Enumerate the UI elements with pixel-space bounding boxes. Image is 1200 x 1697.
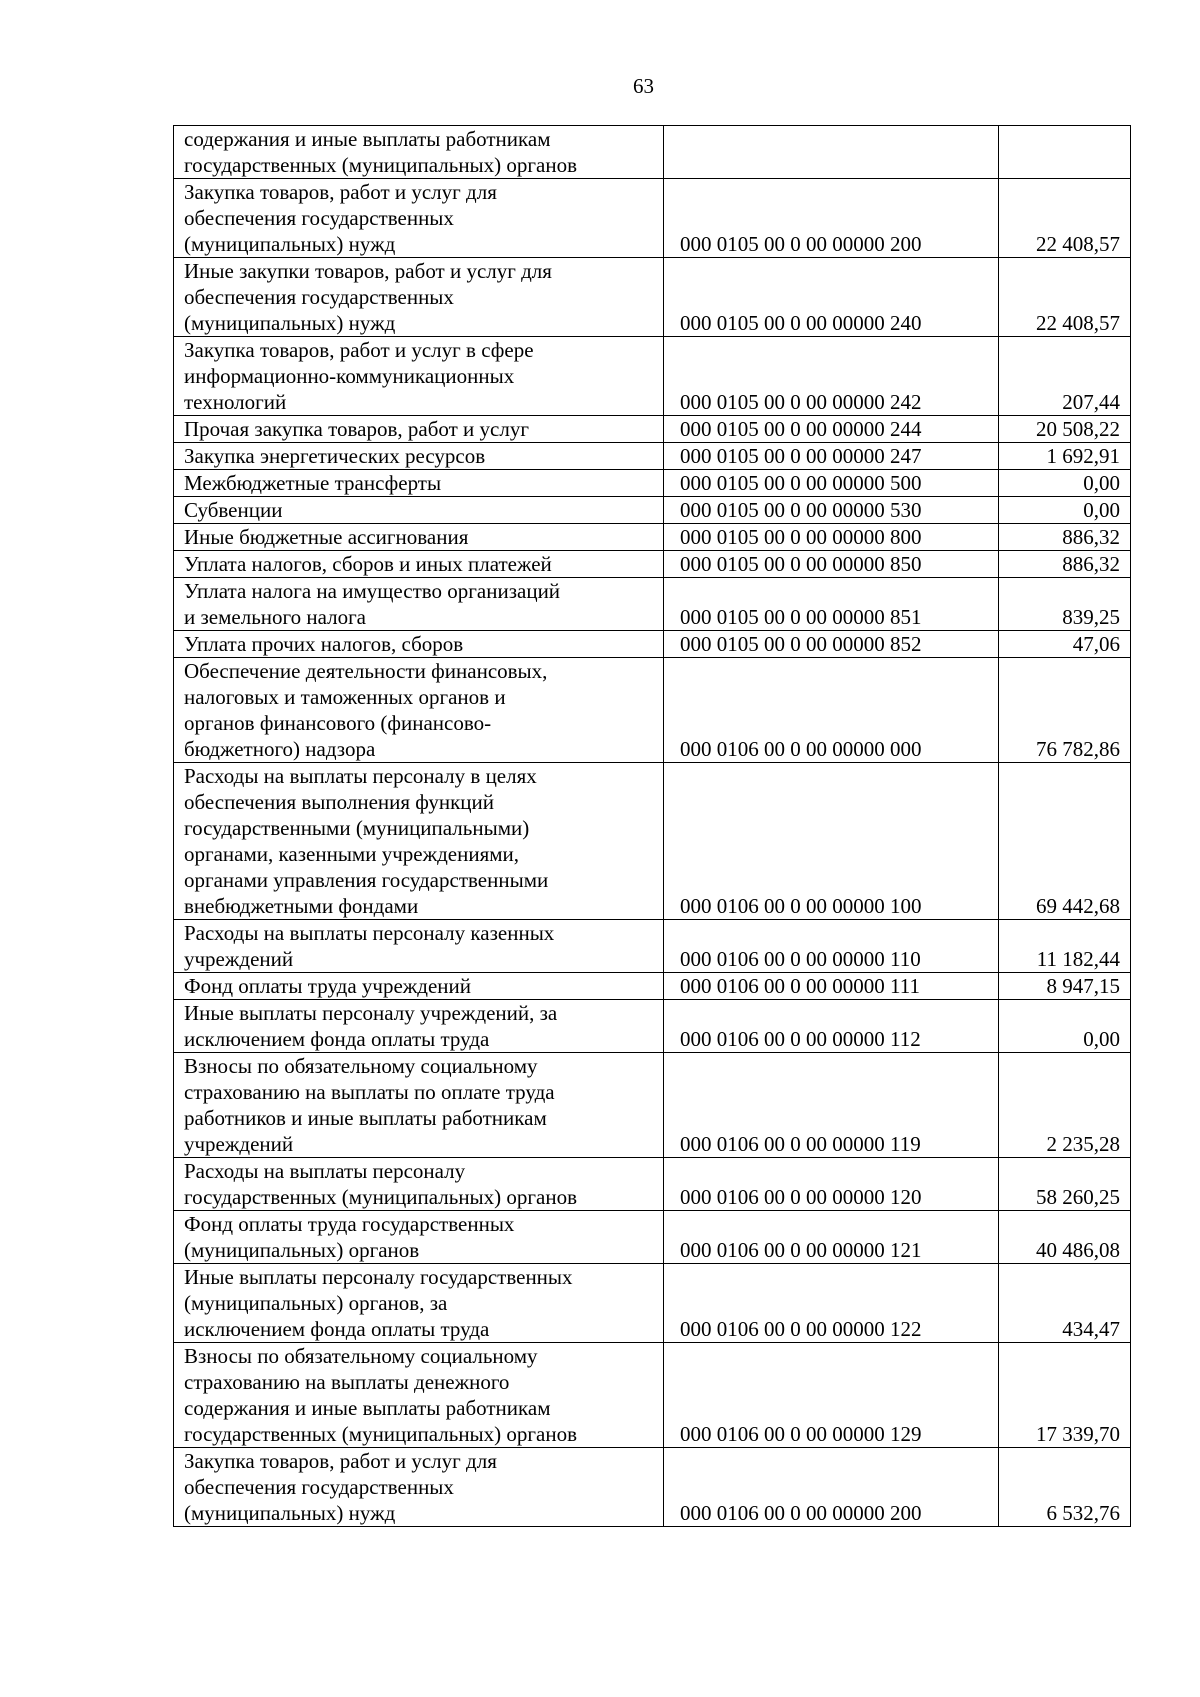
expense-name-cell: Взносы по обязательному социальному страхованию на выплаты денежного содержания и иные выплаты работникам государственных (муниципальных) органов (174, 1343, 664, 1448)
table-row (174, 258, 1131, 337)
amount-cell: 8 947,15 (999, 973, 1131, 1000)
amount-cell: 11 182,44 (999, 920, 1131, 973)
expense-name-cell: Иные выплаты персоналу учреждений, за исключением фонда оплаты труда (174, 1000, 664, 1053)
table-row (174, 524, 1131, 551)
expense-name-cell: Закупка товаров, работ и услуг для обеспечения государственных (муниципальных) нужд (174, 1448, 664, 1527)
budget-table-body (174, 126, 1131, 1527)
amount-cell: 6 532,76 (999, 1448, 1131, 1527)
amount-cell: 17 339,70 (999, 1343, 1131, 1448)
budget-code-cell: 000 0105 00 0 00 00000 242 (664, 337, 999, 416)
amount-cell: 20 508,22 (999, 416, 1131, 443)
expense-name-cell: Взносы по обязательному социальному страхованию на выплаты по оплате труда работников и иные выплаты работникам учреждений (174, 1053, 664, 1158)
table-row (174, 973, 1131, 1000)
expense-name-cell: Иные закупки товаров, работ и услуг для обеспечения государственных (муниципальных) нужд (174, 258, 664, 337)
budget-code-cell: 000 0105 00 0 00 00000 247 (664, 443, 999, 470)
amount-cell: 434,47 (999, 1264, 1131, 1343)
budget-code-cell: 000 0105 00 0 00 00000 200 (664, 179, 999, 258)
amount-cell: 1 692,91 (999, 443, 1131, 470)
budget-code-cell: 000 0105 00 0 00 00000 800 (664, 524, 999, 551)
budget-code-cell: 000 0106 00 0 00 00000 000 (664, 658, 999, 763)
budget-code-cell: 000 0106 00 0 00 00000 120 (664, 1158, 999, 1211)
table-row (174, 1053, 1131, 1158)
expense-name-cell: Расходы на выплаты персоналу в целях обеспечения выполнения функций государственными (муниципальными) органами, казенными учреждениями, органами управления государственными внебюджетными фондами (174, 763, 664, 920)
budget-table (173, 125, 1131, 1527)
budget-code-cell: 000 0106 00 0 00 00000 100 (664, 763, 999, 920)
expense-name-cell: Расходы на выплаты персоналу государственных (муниципальных) органов (174, 1158, 664, 1211)
expense-name-cell: Прочая закупка товаров, работ и услуг (174, 416, 664, 443)
budget-code-cell: 000 0105 00 0 00 00000 851 (664, 578, 999, 631)
expense-name-cell: Уплата прочих налогов, сборов (174, 631, 664, 658)
budget-code-cell: 000 0106 00 0 00 00000 111 (664, 973, 999, 1000)
budget-code-cell (664, 126, 999, 179)
amount-cell: 40 486,08 (999, 1211, 1131, 1264)
table-row (174, 578, 1131, 631)
amount-cell: 207,44 (999, 337, 1131, 416)
amount-cell: 0,00 (999, 470, 1131, 497)
table-row (174, 763, 1131, 920)
amount-cell: 22 408,57 (999, 179, 1131, 258)
amount-cell: 0,00 (999, 497, 1131, 524)
amount-cell: 22 408,57 (999, 258, 1131, 337)
amount-cell: 886,32 (999, 524, 1131, 551)
budget-code-cell: 000 0105 00 0 00 00000 852 (664, 631, 999, 658)
table-row (174, 497, 1131, 524)
expense-name-cell: Уплата налога на имущество организаций и земельного налога (174, 578, 664, 631)
amount-cell: 886,32 (999, 551, 1131, 578)
table-row (174, 920, 1131, 973)
amount-cell: 76 782,86 (999, 658, 1131, 763)
table-row (174, 1343, 1131, 1448)
table-row (174, 1211, 1131, 1264)
page-number: 63 (633, 74, 654, 98)
expense-name-cell: Иные бюджетные ассигнования (174, 524, 664, 551)
expense-name-cell: Расходы на выплаты персоналу казенных учреждений (174, 920, 664, 973)
table-row (174, 1448, 1131, 1527)
amount-cell: 58 260,25 (999, 1158, 1131, 1211)
amount-cell: 0,00 (999, 1000, 1131, 1053)
budget-code-cell: 000 0105 00 0 00 00000 850 (664, 551, 999, 578)
expense-name-cell: Фонд оплаты труда учреждений (174, 973, 664, 1000)
expense-name-cell: Закупка энергетических ресурсов (174, 443, 664, 470)
table-row (174, 179, 1131, 258)
expense-name-cell: Иные выплаты персоналу государственных (муниципальных) органов, за исключением фонда оплаты труда (174, 1264, 664, 1343)
budget-code-cell: 000 0106 00 0 00 00000 122 (664, 1264, 999, 1343)
table-row (174, 1264, 1131, 1343)
budget-code-cell: 000 0105 00 0 00 00000 244 (664, 416, 999, 443)
expense-name-cell: содержания и иные выплаты работникам государственных (муниципальных) органов (174, 126, 664, 179)
table-row (174, 1158, 1131, 1211)
budget-code-cell: 000 0106 00 0 00 00000 112 (664, 1000, 999, 1053)
expense-name-cell: Обеспечение деятельности финансовых, налоговых и таможенных органов и органов финансового (финансово- бюджетного) надзора (174, 658, 664, 763)
amount-cell: 839,25 (999, 578, 1131, 631)
expense-name-cell: Фонд оплаты труда государственных (муниципальных) органов (174, 1211, 664, 1264)
expense-name-cell: Межбюджетные трансферты (174, 470, 664, 497)
expense-name-cell: Закупка товаров, работ и услуг для обеспечения государственных (муниципальных) нужд (174, 179, 664, 258)
budget-code-cell: 000 0106 00 0 00 00000 129 (664, 1343, 999, 1448)
budget-code-cell: 000 0105 00 0 00 00000 530 (664, 497, 999, 524)
table-row (174, 1000, 1131, 1053)
budget-code-cell: 000 0106 00 0 00 00000 200 (664, 1448, 999, 1527)
table-row (174, 658, 1131, 763)
budget-code-cell: 000 0106 00 0 00 00000 110 (664, 920, 999, 973)
amount-cell: 2 235,28 (999, 1053, 1131, 1158)
expense-name-cell: Закупка товаров, работ и услуг в сфере информационно-коммуникационных технологий (174, 337, 664, 416)
table-row (174, 631, 1131, 658)
table-row (174, 416, 1131, 443)
budget-code-cell: 000 0105 00 0 00 00000 240 (664, 258, 999, 337)
expense-name-cell: Субвенции (174, 497, 664, 524)
expense-name-cell: Уплата налогов, сборов и иных платежей (174, 551, 664, 578)
amount-cell: 47,06 (999, 631, 1131, 658)
amount-cell: 69 442,68 (999, 763, 1131, 920)
table-row (174, 551, 1131, 578)
budget-code-cell: 000 0106 00 0 00 00000 119 (664, 1053, 999, 1158)
table-row (174, 470, 1131, 497)
table-row (174, 337, 1131, 416)
amount-cell (999, 126, 1131, 179)
table-row (174, 126, 1131, 179)
table-row (174, 443, 1131, 470)
budget-code-cell: 000 0105 00 0 00 00000 500 (664, 470, 999, 497)
budget-code-cell: 000 0106 00 0 00 00000 121 (664, 1211, 999, 1264)
